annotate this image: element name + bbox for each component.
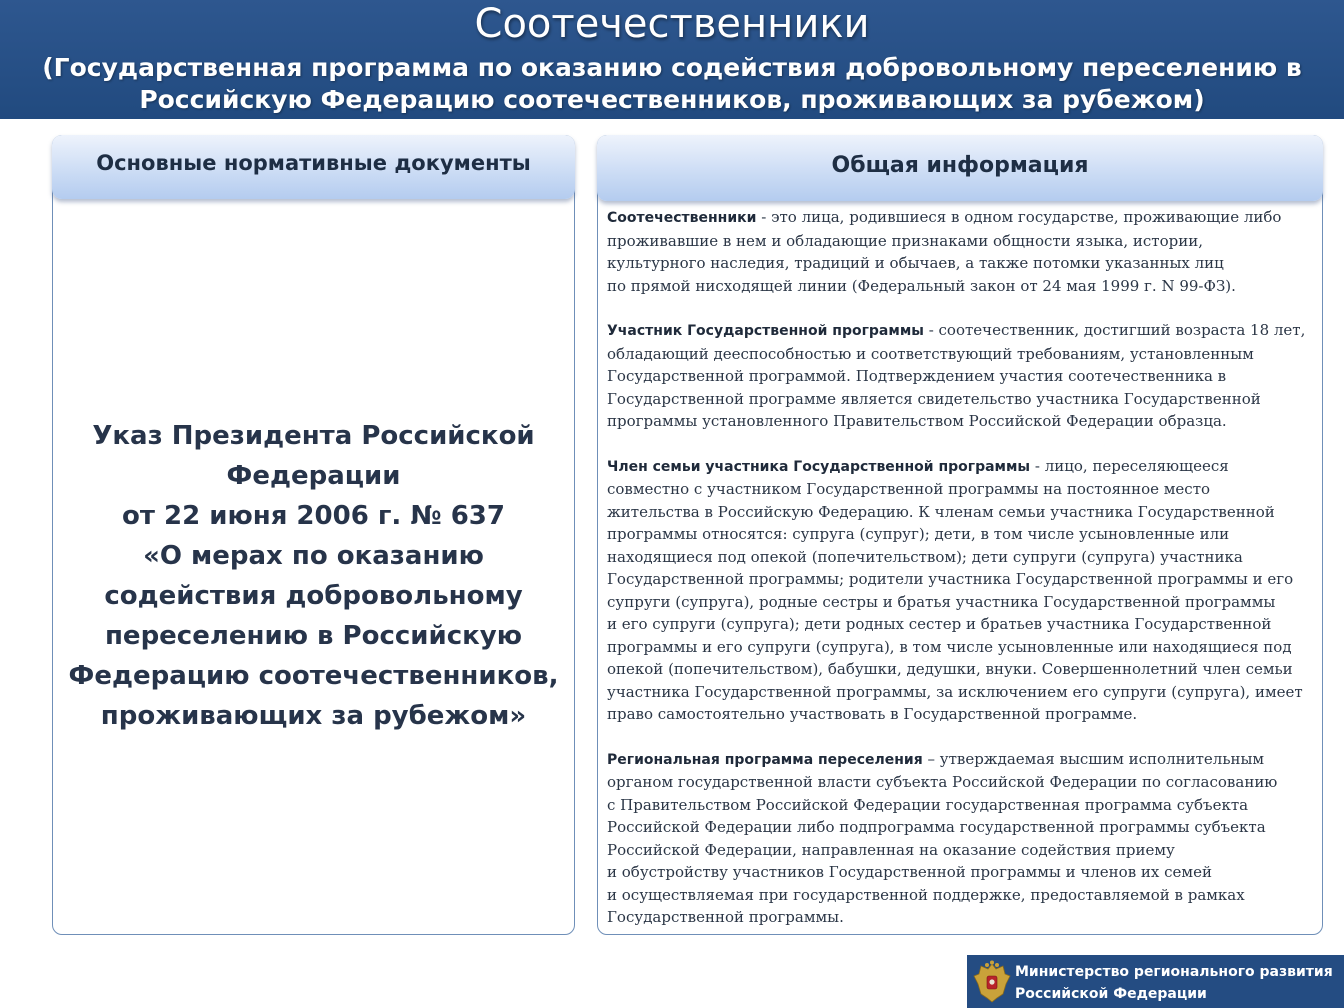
definition-line: Государственной программы; родители участника Государственной программы и его	[607, 570, 1294, 588]
definition-term: Соотечественники	[607, 210, 757, 226]
decree-line: переселению в Российскую	[104, 621, 523, 651]
definition-line: Государственной программой. Подтверждением участия соотечественника в	[607, 367, 1227, 385]
definition-line	[607, 319, 1314, 343]
decree-line: Федерации	[226, 461, 401, 491]
definition-line: жительства в Российскую Федерацию. К членам семьи участника Государственной	[607, 502, 1275, 521]
definition-line: супруги (супруга), родные сестры и братья участника Государственной программы	[607, 592, 1276, 611]
ministry-name	[1015, 961, 1333, 1005]
definition-line: и его супруги (супруга); дети родных сестер и братьев участника Государственной	[607, 615, 1272, 633]
definition-block	[607, 206, 1314, 297]
decree-line: «О мерах по оказанию	[143, 541, 484, 571]
definition-text: - это лица, родившиеся в одном государстве, проживающие либо	[756, 208, 1282, 226]
definition-line: культурного наследия, традиций и обычаев, а также потомки указанных лиц	[607, 254, 1224, 272]
definition-line: с Правительством Российской Федерации государственная программа субъекта	[607, 795, 1249, 814]
definition-term: Участник Государственной программы	[607, 323, 924, 339]
page-subtitle	[0, 52, 1344, 116]
normative-documents-panel	[52, 135, 575, 935]
definition-block	[607, 748, 1314, 929]
presidential-decree	[63, 416, 564, 736]
ministry-footer	[967, 955, 1344, 1008]
subtitle-line: Российскую Федерацию соотечественников, проживающих за рубежом)	[139, 85, 1205, 114]
definition-text: – утверждаемая высшим исполнительным	[922, 749, 1265, 768]
definition-line: опекой (попечительством), бабушки, дедушки, внуки. Совершеннолетний член семьи	[607, 660, 1293, 678]
definition-line	[607, 206, 1314, 230]
definitions-list	[607, 206, 1314, 929]
subtitle-line: (Государственная программа по оказанию содействия добровольному переселению в	[42, 53, 1302, 82]
title-banner	[0, 0, 1344, 119]
definition-line: и осуществляемая при государственной поддержке, предоставляемой в рамках	[607, 885, 1245, 904]
definition-line: проживавшие в нем и обладающие признаками общности языка, истории,	[607, 231, 1203, 250]
decree-line: Указ Президента Российской	[92, 421, 535, 451]
decree-line: Федерацию соотечественников,	[68, 661, 559, 691]
page-title: Соотечественники	[474, 1, 870, 47]
ministry-name-line: Министерство регионального развития	[1015, 964, 1333, 980]
definition-line: и обустройству участников Государственной программы и членов их семей	[607, 863, 1212, 881]
definition-line	[607, 748, 1314, 772]
definition-text: - лицо, переселяющееся	[1030, 456, 1229, 475]
general-information-panel	[597, 135, 1323, 935]
decree-line: от 22 июня 2006 г. № 637	[122, 501, 505, 531]
general-information-heading: Общая информация	[597, 135, 1323, 201]
decree-line: проживающих за рубежом»	[100, 701, 527, 731]
definition-line: обладающий дееспособностью и соответствующий требованиям, установленным	[607, 344, 1254, 363]
definition-line: находящиеся под опекой (попечительством); дети супруги (супруга) участника	[607, 547, 1243, 566]
definition-term: Региональная программа переселения	[607, 751, 923, 768]
definition-line: Государственной программе является свидетельство участника Государственной	[607, 389, 1261, 408]
decree-line: содействия добровольному	[104, 581, 523, 611]
definition-block	[607, 319, 1314, 433]
definition-text: - соотечественник, достигший возраста 18 лет,	[923, 321, 1306, 339]
definition-line: Государственной программы.	[607, 908, 844, 926]
definition-line: участника Государственной программы, за исключением его супруги (супруга), имеет	[607, 682, 1303, 701]
definition-line	[607, 455, 1314, 479]
normative-documents-heading: Основные нормативные документы	[52, 135, 575, 199]
ministry-name-line: Российской Федерации	[1015, 986, 1207, 1002]
definition-line: совместно с участником Государственной программы на постоянное место	[607, 480, 1211, 498]
definition-line: программы установленного Правительством Российской Федерации образца.	[607, 412, 1227, 430]
definition-line: программы и его супруги (супруга), в том числе усыновленные или находящиеся под	[607, 637, 1292, 656]
definition-block	[607, 455, 1314, 726]
definition-line: Российской Федерации либо подпрограмма государственной программы субъекта	[607, 818, 1266, 836]
definition-line: Российской Федерации, направленная на оказание содействия приему	[607, 840, 1175, 859]
definition-line: право самостоятельно участвовать в Государственной программе.	[607, 705, 1138, 723]
definition-term: Член семьи участника Государственной программы	[607, 458, 1031, 475]
definition-line: по прямой нисходящей линии (Федеральный закон от 24 мая 1999 г. N 99-ФЗ).	[607, 276, 1236, 295]
russian-coat-of-arms-icon	[973, 960, 1011, 1004]
definition-line: органом государственной власти субъекта Российской Федерации по согласованию	[607, 773, 1278, 791]
definition-line: программы относятся: супруга (супруг); дети, в том числе усыновленные или	[607, 525, 1230, 543]
